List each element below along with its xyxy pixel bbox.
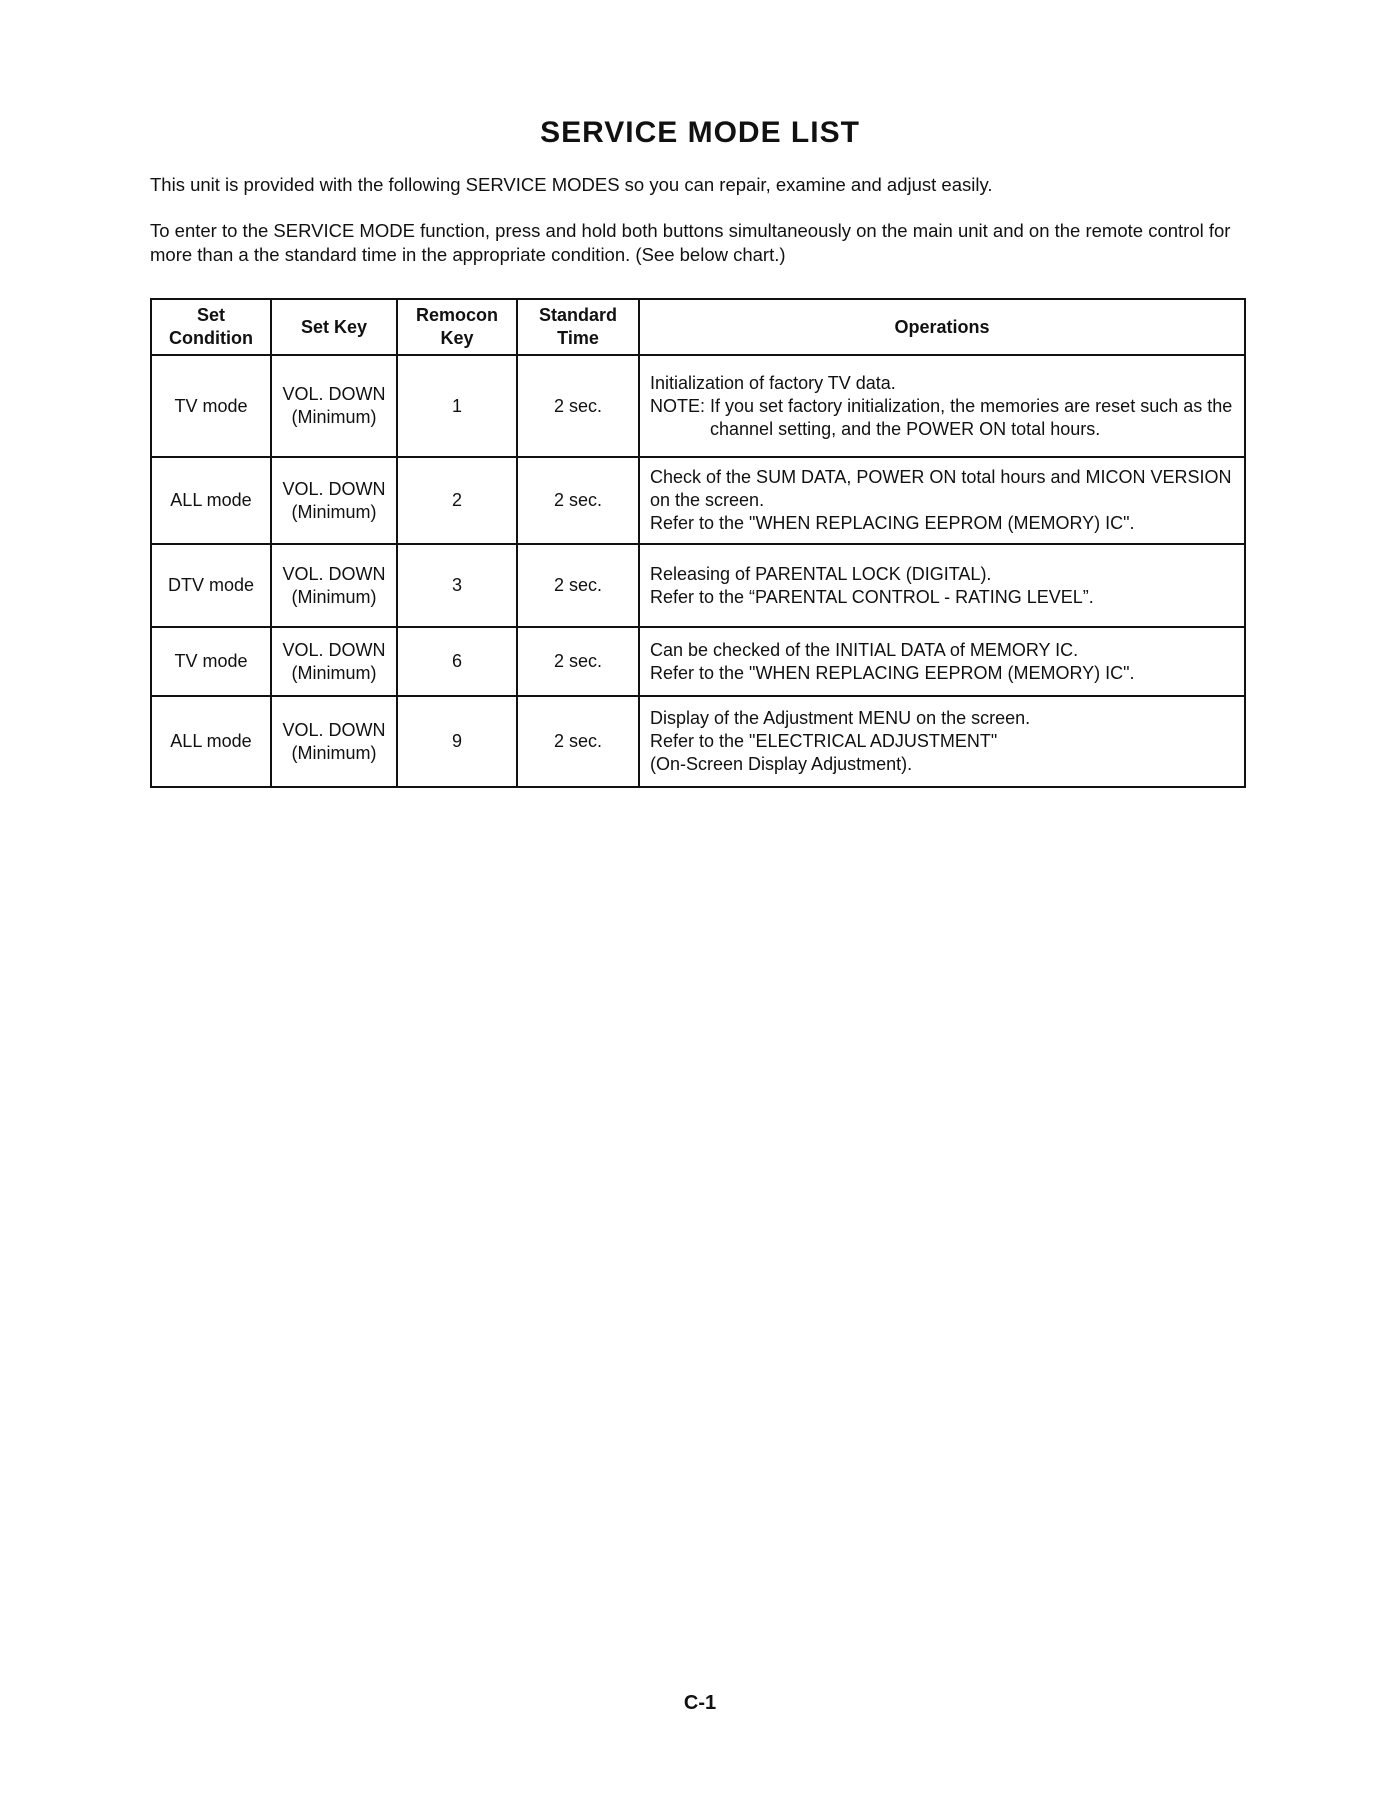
cell-set-key-line2: (Minimum) (291, 407, 377, 427)
ops-note-label: NOTE: (650, 395, 711, 416)
ops-note (650, 395, 1234, 441)
ops-line: Check of the SUM DATA, POWER ON total hours and MICON VERSION on the screen. (650, 467, 1232, 510)
cell-remocon-key: 9 (397, 696, 517, 787)
cell-remocon-key: 3 (397, 544, 517, 627)
table-row (151, 457, 1245, 544)
cell-condition: DTV mode (151, 544, 271, 627)
cell-set-key-line1: VOL. DOWN (282, 719, 386, 740)
ops-note-text: If you set factory initialization, the memories are reset such as the channel setting, and the POWER ON total hours. (710, 395, 1233, 439)
cell-set-key (271, 544, 397, 627)
cell-set-key-line2: (Minimum) (291, 586, 377, 607)
cell-operations (639, 355, 1245, 457)
header-remocon-key (397, 299, 517, 355)
intro-paragraph-2: To enter to the SERVICE MODE function, press and hold both buttons simultaneously on the main unit and on the remote control for more than a the standard time in the appropriate condition. (See below chart.) (150, 220, 1231, 265)
table-row (151, 544, 1245, 627)
cell-condition: ALL mode (151, 457, 271, 544)
header-set-condition (151, 299, 271, 355)
table-row (151, 355, 1245, 457)
cell-set-key (271, 457, 397, 544)
cell-remocon-key: 2 (397, 457, 517, 544)
cell-set-key-line1: VOL. DOWN (282, 478, 386, 499)
header-set-key (271, 299, 397, 355)
ops-line: Display of the Adjustment MENU on the screen. (650, 708, 1031, 728)
header-set-condition-line2: Condition (169, 328, 253, 348)
table-header-row (151, 299, 1245, 355)
ops-line: (On-Screen Display Adjustment). (650, 754, 913, 774)
cell-operations (639, 627, 1245, 696)
page-number: C-1 (683, 1692, 717, 1714)
header-operations (639, 299, 1245, 355)
cell-operations (639, 457, 1245, 544)
table-row (151, 627, 1245, 696)
cell-standard-time: 2 sec. (517, 457, 639, 544)
cell-set-key-line1: VOL. DOWN (282, 639, 386, 660)
header-standard-line1: Standard (538, 305, 617, 325)
cell-operations (639, 696, 1245, 787)
cell-set-key (271, 696, 397, 787)
cell-standard-time: 2 sec. (517, 544, 639, 627)
cell-operations (639, 544, 1245, 627)
ops-line: Refer to the "ELECTRICAL ADJUSTMENT" (650, 731, 998, 751)
cell-set-key (271, 627, 397, 696)
cell-standard-time: 2 sec. (517, 355, 639, 457)
ops-line: Releasing of PARENTAL LOCK (DIGITAL). (650, 563, 992, 584)
header-set-condition-line1: Set (196, 305, 225, 325)
ops-line: Refer to the "WHEN REPLACING EEPROM (MEMORY) IC". (650, 513, 1135, 533)
cell-set-key-line1: VOL. DOWN (282, 384, 386, 404)
cell-standard-time: 2 sec. (517, 696, 639, 787)
ops-line: Initialization of factory TV data. (650, 372, 896, 393)
service-mode-table (150, 298, 1246, 788)
ops-line: Refer to the “PARENTAL CONTROL - RATING LEVEL”. (650, 586, 1094, 607)
intro-paragraph-1: This unit is provided with the following SERVICE MODES so you can repair, examine and adjust easily. (150, 174, 993, 195)
ops-line: Can be checked of the INITIAL DATA of MEMORY IC. (650, 639, 1079, 660)
cell-condition: ALL mode (151, 696, 271, 787)
header-remocon-line2: Key (440, 328, 474, 348)
table-row (151, 696, 1245, 787)
cell-set-key-line1: VOL. DOWN (282, 563, 386, 584)
ops-line: Refer to the "WHEN REPLACING EEPROM (MEMORY) IC". (650, 662, 1135, 683)
cell-condition: TV mode (151, 627, 271, 696)
cell-remocon-key: 1 (397, 355, 517, 457)
header-operations-label: Operations (894, 316, 990, 337)
header-remocon-line1: Remocon (415, 305, 498, 325)
header-standard-line2: Time (557, 328, 599, 348)
cell-set-key-line2: (Minimum) (291, 662, 377, 683)
page-title: SERVICE MODE LIST (540, 116, 860, 149)
cell-set-key (271, 355, 397, 457)
cell-remocon-key: 6 (397, 627, 517, 696)
cell-set-key-line2: (Minimum) (291, 742, 377, 763)
cell-set-key-line2: (Minimum) (291, 501, 377, 522)
cell-condition: TV mode (151, 355, 271, 457)
header-set-key-label: Set Key (300, 316, 368, 337)
cell-standard-time: 2 sec. (517, 627, 639, 696)
header-standard-time (517, 299, 639, 355)
